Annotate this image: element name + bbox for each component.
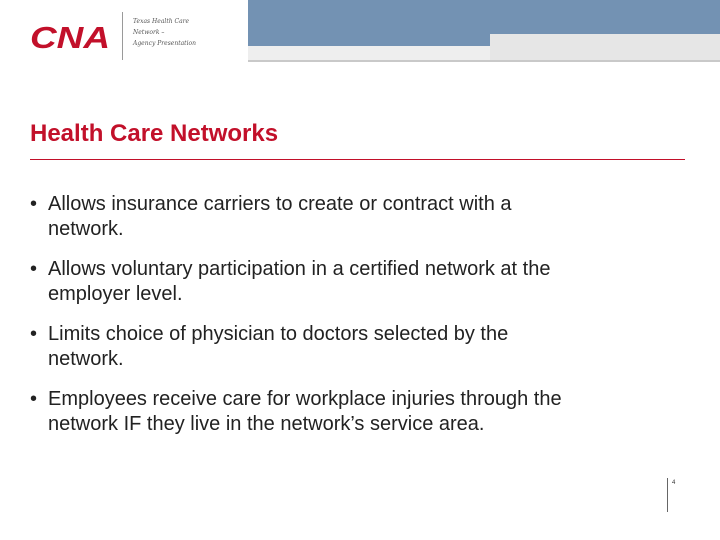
- header-band-step: [490, 34, 720, 60]
- slide-title: Health Care Networks: [30, 120, 279, 147]
- bullet-text-line: Limits choice of physician to doctors selected by the: [48, 323, 509, 345]
- bullet-list: [28, 192, 693, 452]
- logo-text: CNA: [30, 22, 110, 52]
- bullet-dot: •: [30, 258, 38, 280]
- caption-line: Network –: [133, 29, 165, 36]
- bullet-text-line: Employees receive care for workplace injuries through the: [48, 388, 562, 410]
- bullet-text-line: Allows voluntary participation in a certified network at the: [48, 258, 551, 280]
- logo-caption: [133, 16, 243, 49]
- bullet-text-line: network IF they live in the network’s service area.: [48, 413, 485, 435]
- bullet-dot: •: [30, 323, 38, 345]
- logo-separator: [122, 12, 123, 60]
- bullet-dot: •: [30, 388, 38, 410]
- bullet-text-line: network.: [48, 348, 124, 370]
- footer-rule: [667, 478, 668, 512]
- cna-logo: [30, 22, 112, 52]
- bullet-item: [28, 192, 693, 242]
- bullet-text-line: employer level.: [48, 283, 183, 305]
- bullet-text-line: network.: [48, 218, 124, 240]
- bullet-item: [28, 387, 693, 437]
- header-rule: [248, 60, 720, 62]
- header-band-shadow: [248, 46, 490, 60]
- title-underline: [30, 159, 685, 160]
- bullet-dot: •: [30, 193, 38, 215]
- bullet-item: [28, 257, 693, 307]
- caption-line: Texas Health Care: [133, 18, 190, 25]
- bullet-item: [28, 322, 693, 372]
- bullet-text-line: Allows insurance carriers to create or contract with a: [48, 193, 512, 215]
- caption-line: Agency Presentation: [133, 40, 196, 47]
- page-number: 4: [672, 480, 676, 486]
